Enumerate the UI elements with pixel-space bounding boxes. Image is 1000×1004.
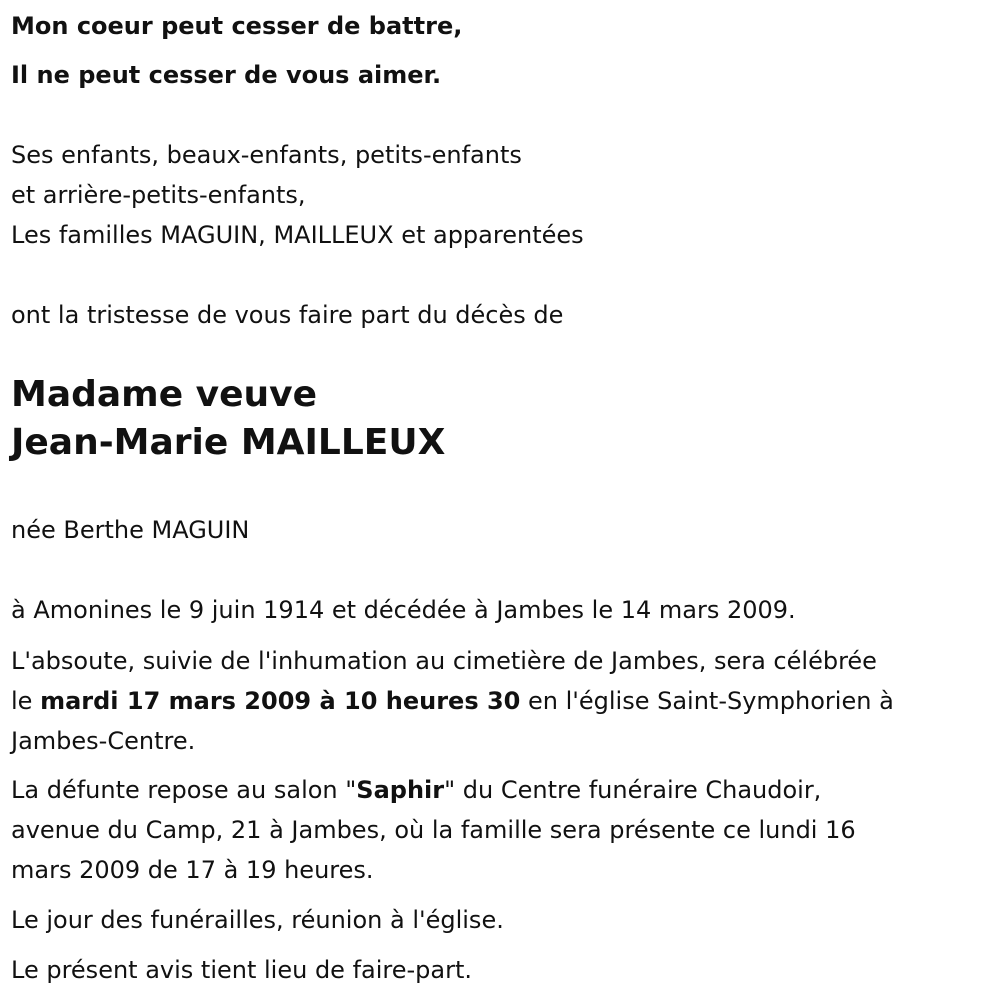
salon-name: Saphir bbox=[356, 776, 445, 804]
visitation-line-1-suffix: " du Centre funéraire Chaudoir, bbox=[444, 776, 822, 804]
epitaph-line-1: Mon coeur peut cesser de battre, bbox=[11, 12, 463, 40]
ceremony-line-1: L'absoute, suivie de l'inhumation au cimetière de Jambes, sera célébrée bbox=[11, 647, 877, 675]
ceremony-line-3: Jambes-Centre. bbox=[11, 727, 196, 755]
epitaph-line-2: Il ne peut cesser de vous aimer. bbox=[11, 61, 442, 89]
maiden-name: née Berthe MAGUIN bbox=[11, 516, 250, 544]
deceased-name-line-1: Madame veuve bbox=[11, 374, 318, 415]
family-line-3: Les familles MAGUIN, MAILLEUX et apparentées bbox=[11, 221, 584, 249]
deceased-name-line-2: Jean-Marie MAILLEUX bbox=[11, 422, 446, 463]
visitation-line-1-prefix: La défunte repose au salon " bbox=[11, 776, 357, 804]
visitation-line-1 bbox=[11, 778, 821, 802]
ceremony-date-time: mardi 17 mars 2009 à 10 heures 30 bbox=[40, 687, 521, 715]
family-line-1: Ses enfants, beaux-enfants, petits-enfants bbox=[11, 141, 522, 169]
ceremony-line-2-prefix: le bbox=[11, 687, 41, 715]
birth-death-text: à Amonines le 9 juin 1914 et décédée à Jambes le 14 mars 2009. bbox=[11, 596, 796, 624]
closing-note: Le présent avis tient lieu de faire-part. bbox=[11, 956, 473, 984]
family-line-2: et arrière-petits-enfants, bbox=[11, 181, 306, 209]
ceremony-line-2 bbox=[11, 689, 894, 713]
funeral-note: Le jour des funérailles, réunion à l'église. bbox=[11, 906, 504, 934]
announcement-text: ont la tristesse de vous faire part du décès de bbox=[11, 301, 564, 329]
ceremony-line-2-suffix: en l'église Saint-Symphorien à bbox=[520, 687, 894, 715]
visitation-line-3: mars 2009 de 17 à 19 heures. bbox=[11, 856, 374, 884]
visitation-line-2: avenue du Camp, 21 à Jambes, où la famille sera présente ce lundi 16 bbox=[11, 816, 856, 844]
